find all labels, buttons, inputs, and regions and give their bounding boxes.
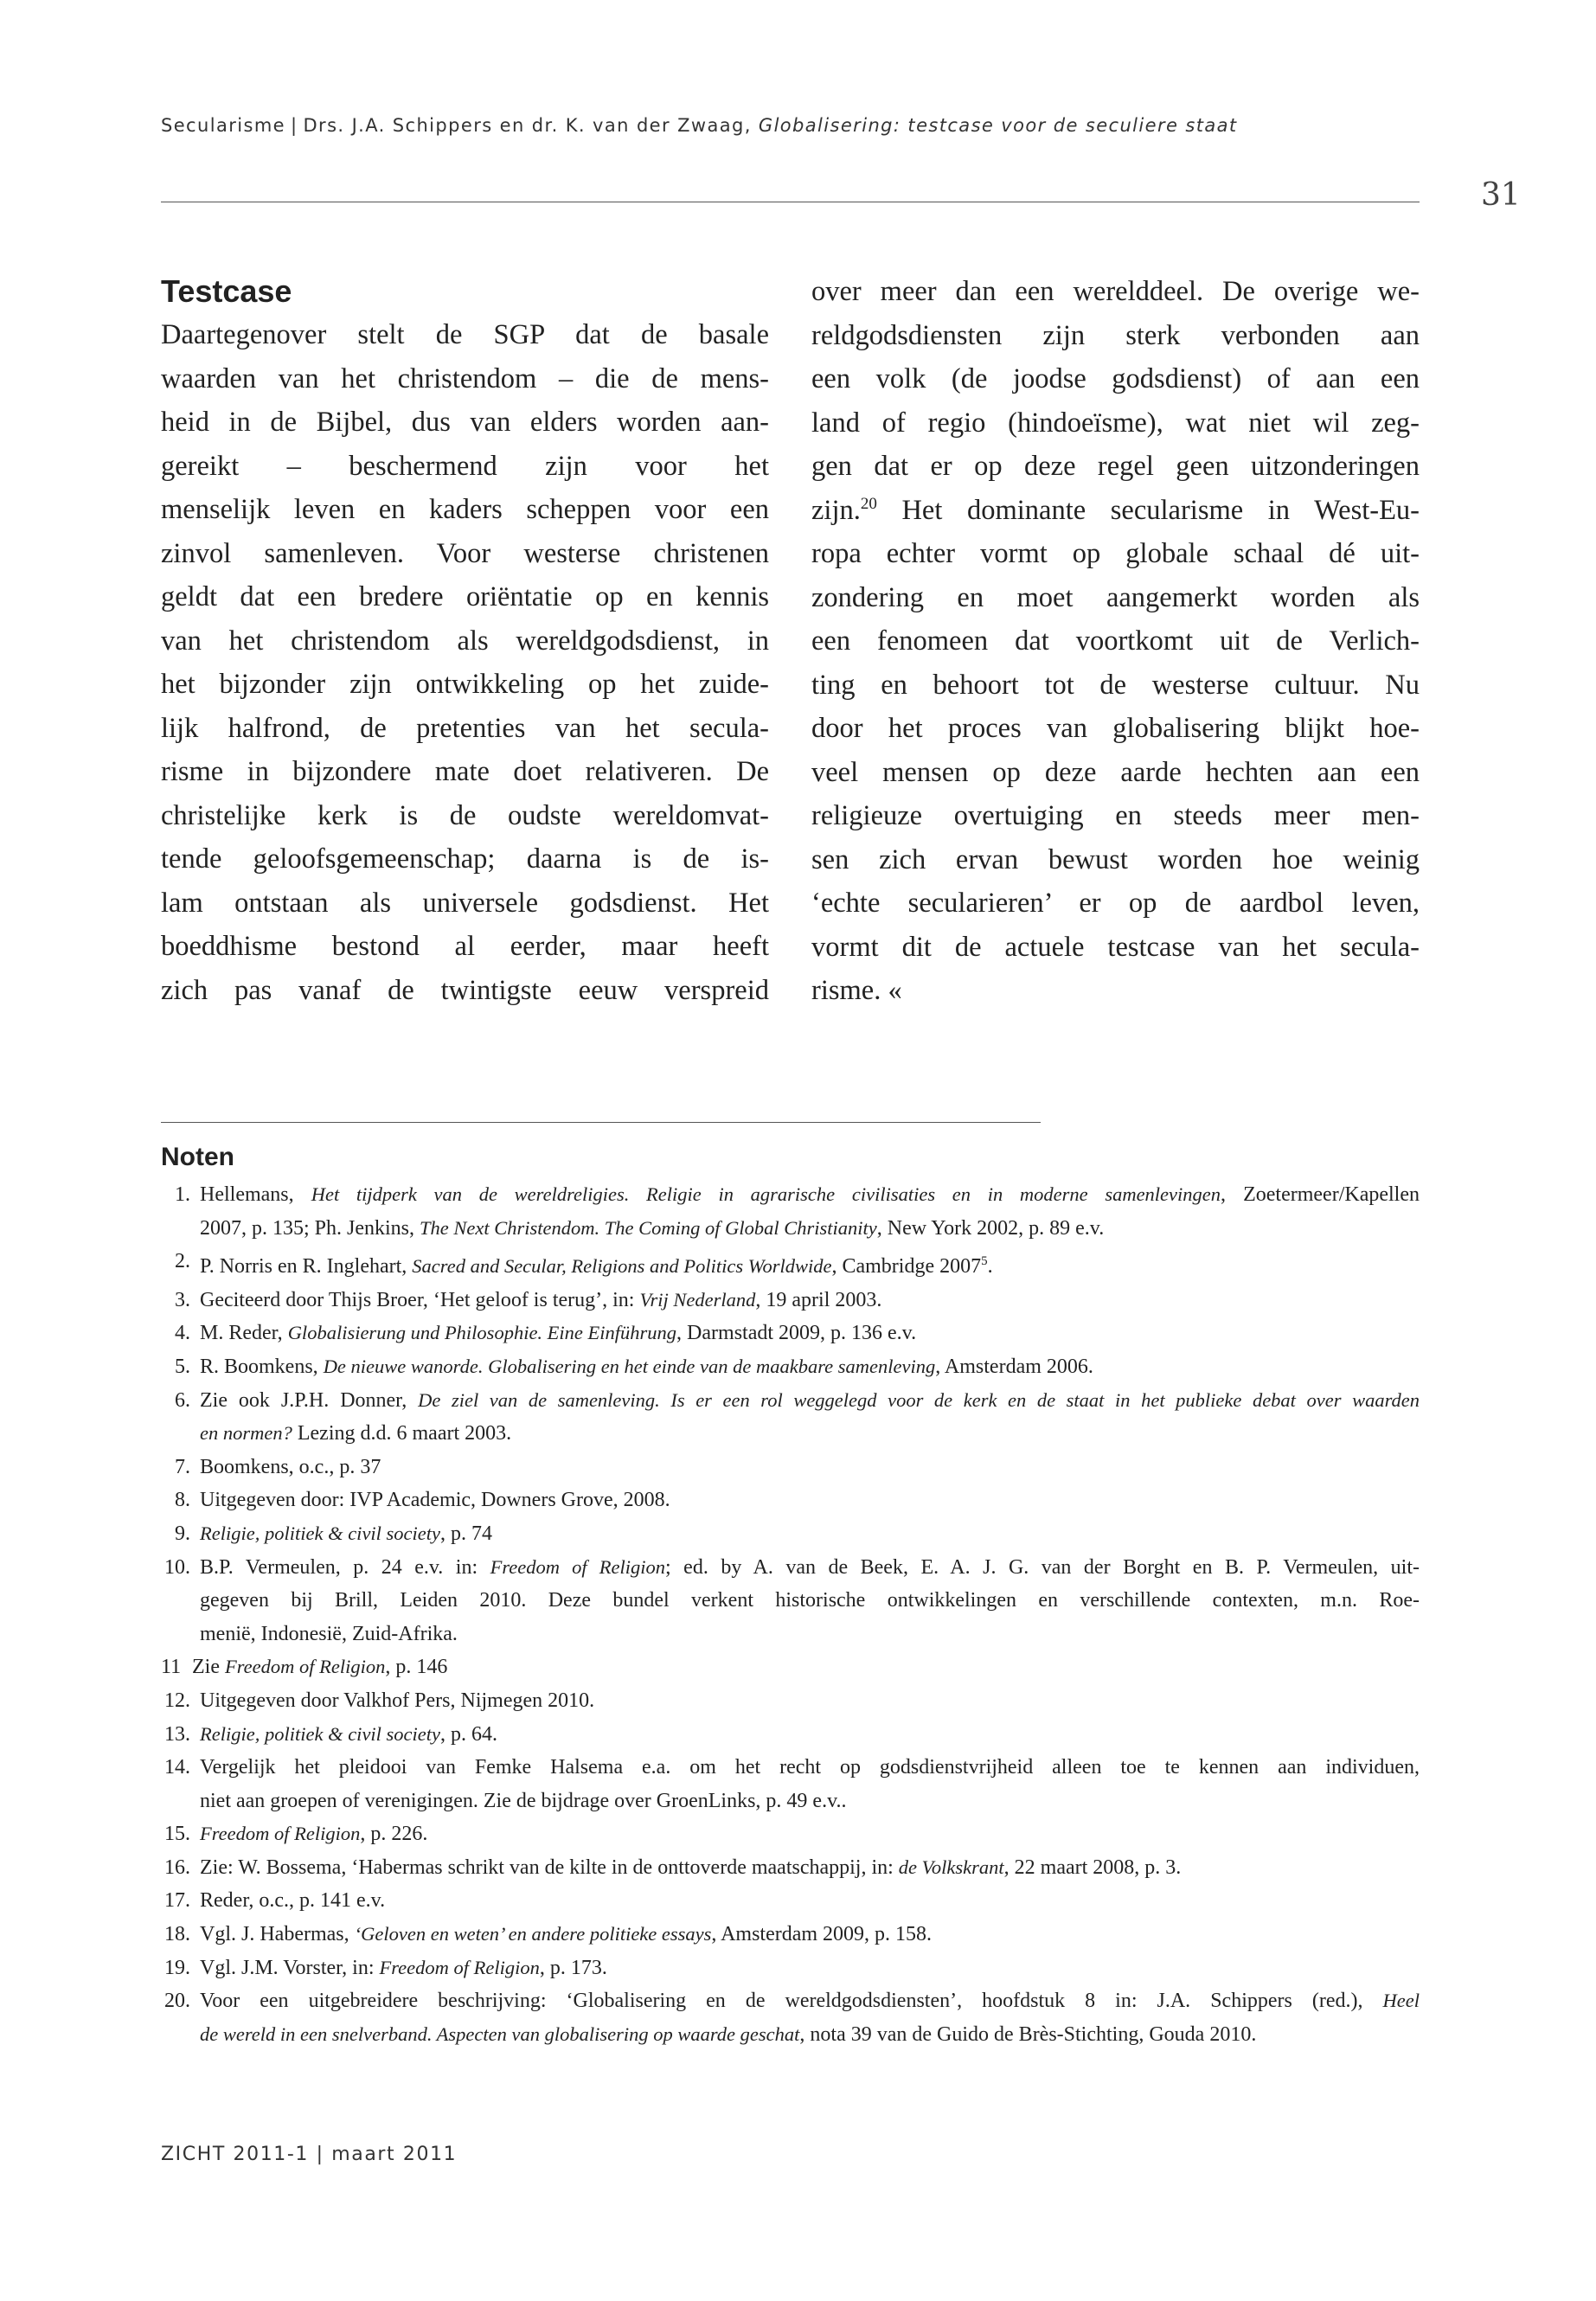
note-text: Geciteerd door Thijs Broer, ‘Het geloof is terug’, in: Vrij Nederland, 19 april 2003. [200, 1288, 882, 1311]
running-head-separator: | [291, 115, 298, 136]
note-number: 4. [175, 1322, 190, 1345]
note-number: 7. [175, 1455, 190, 1478]
body-line: ropa echter vormt op globale schaal dé uit- [811, 538, 1420, 569]
page-number: 31 [1481, 177, 1521, 213]
note-item [161, 1178, 1420, 1245]
note-number: 3. [175, 1288, 190, 1311]
note-text: P. Norris en R. Inglehart, Sacred and Secular, Religions and Politics Worldwide, Cambridge 2007$^5$. [200, 1254, 993, 1279]
body-line: zondering en moet aangemerkt worden als [811, 581, 1420, 613]
note-item [161, 1350, 1420, 1384]
note-number: 18. [164, 1923, 190, 1946]
note-text: Voor een uitgebreidere beschrijving: ‘Globalisering en de wereldgodsdiensten’, hoofdstuk 8 in: J.A. Schippers (red.), Heel de wereld in een snelverband. Aspecten van globalisering op waarde geschat, nota 39 van de Guido de Brès-Stichting, Gouda 2010. [200, 1990, 1420, 2046]
note-text: Uitgegeven door: IVP Academic, Downers Grove, 2008. [200, 1489, 670, 1512]
notes-title: Noten [161, 1143, 234, 1171]
note-item [161, 1718, 1420, 1752]
notes-rule [161, 1122, 1041, 1123]
note-item [161, 1517, 1420, 1551]
body-line: risme. « [811, 975, 902, 1006]
body-line: land of regio (hindoeïsme), wat niet wil zeg- [811, 407, 1420, 439]
body-line: lam ontstaan als universele godsdienst. Het [161, 887, 769, 919]
body-line: reldgodsdiensten zijn sterk verbonden aan [811, 319, 1420, 351]
body-line: veel mensen op deze aarde hechten aan een [811, 756, 1420, 788]
note-item [161, 1284, 1420, 1317]
note-number: 17. [164, 1889, 190, 1913]
note-item [161, 1317, 1420, 1350]
running-head-section: Secularisme [161, 115, 285, 136]
note-number: 15. [164, 1823, 190, 1846]
note-text: M. Reder, Globalisierung und Philosophie. Eine Einführung, Darmstadt 2009, p. 136 e.v. [200, 1322, 917, 1345]
note-text: Zie Freedom of Religion, p. 146 [192, 1656, 448, 1679]
note-item [161, 1551, 1420, 1651]
note-number: 6. [175, 1388, 190, 1412]
note-number: 5. [175, 1355, 190, 1378]
body-line: Daartegenover stelt de SGP dat de basale [161, 319, 769, 350]
note-item [161, 1684, 1420, 1718]
note-number: 16. [164, 1856, 190, 1879]
running-head-article-title: Globalisering: testcase voor de seculiere staat [758, 115, 1238, 136]
body-line: lijk halfrond, de pretenties van het secula- [161, 712, 769, 744]
note-text: Hellemans, Het tijdperk van de wereldreligies. Religie in agrarische civilisaties en in moderne samenlevingen, Zoetermeer/Kapellen 2007, p. 135; Ph. Jenkins, The Next Christendom. The Coming of Global Christianity, New York 2002, p. 89 e.v. [200, 1183, 1420, 1240]
body-line: geldt dat een bredere oriëntatie op en kennis [161, 581, 769, 612]
note-text: Uitgegeven door Valkhof Pers, Nijmegen 2010. [200, 1689, 595, 1712]
note-text: Boomkens, o.c., p. 37 [200, 1455, 381, 1478]
note-text: Freedom of Religion, p. 226. [200, 1823, 428, 1846]
body-line: menselijk leven en kaders scheppen voor een [161, 494, 769, 525]
footer-issue: ZICHT 2011-1 | maart 2011 [161, 2144, 458, 2165]
note-text: Religie, politiek & civil society, p. 64. [200, 1722, 498, 1746]
note-text: Vgl. J. Habermas, ‘Geloven en weten’ en andere politieke essays, Amsterdam 2009, p. 158. [200, 1923, 933, 1946]
body-line: heid in de Bijbel, dus van elders worden aan- [161, 407, 769, 438]
note-item [161, 1851, 1420, 1885]
note-number: 13. [164, 1722, 190, 1746]
section-heading: Testcase [161, 273, 292, 309]
body-line: tende geloofsgemeenschap; daarna is de is- [161, 843, 769, 875]
note-text: B.P. Vermeulen, p. 24 e.v. in: Freedom of Religion; ed. by A. van de Beek, E. A. J. G. van der Borght en B. P. Vermeulen, uit- gegeven bij Brill, Leiden 2010. Deze bundel verkent historische ontwikkelingen en verschillende contexten, m.n. Roe- menië, Indonesië, Zuid-Afrika. [200, 1555, 1420, 1645]
note-number: 9. [175, 1522, 190, 1545]
body-line: een fenomeen dat voortkomt uit de Verlich- [811, 625, 1420, 657]
running-head-authors: Drs. J.A. Schippers en dr. K. van der Zwaag, [303, 115, 752, 136]
body-line: waarden van het christendom – die de mens- [161, 362, 769, 394]
note-item [161, 1451, 1420, 1484]
note-item [161, 1817, 1420, 1851]
body-line: gen dat er op deze regel geen uitzonderingen [811, 451, 1420, 482]
note-text: Reder, o.c., p. 141 e.v. [200, 1889, 386, 1913]
note-number: 8. [175, 1489, 190, 1512]
note-text: R. Boomkens, De nieuwe wanorde. Globalisering en het einde van de maakbare samenleving, Amsterdam 2006. [200, 1355, 1093, 1378]
body-line: door het proces van globalisering blijkt hoe- [811, 713, 1420, 744]
note-number: 14. [164, 1756, 190, 1779]
body-line: ‘echte secularieren’ er op de aardbol leven, [811, 888, 1420, 919]
body-column-left [161, 270, 769, 1012]
note-item [161, 1484, 1420, 1517]
body-line: boeddhisme bestond al eerder, maar heeft [161, 931, 769, 962]
body-line: sen zich ervan bewust worden hoe weinig [811, 843, 1420, 875]
body-line: van het christendom als wereldgodsdienst, in [161, 625, 769, 657]
note-text: Zie ook J.P.H. Donner, De ziel van de samenleving. Is er een rol weggelegd voor de kerk en de staat in het publieke debat over waarden en normen? Lezing d.d. 6 maart 2003. [200, 1388, 1420, 1445]
note-item [161, 1952, 1420, 1985]
note-number: 12. [164, 1689, 190, 1712]
note-item [161, 1245, 1420, 1284]
body-line-segment: zijn. [811, 494, 861, 526]
body-line-segment: Het dominante secularisme in West-Eu- [876, 494, 1420, 526]
note-item [161, 1884, 1420, 1918]
note-text: Religie, politiek & civil society, p. 74 [200, 1522, 493, 1545]
note-number: 20. [164, 1990, 190, 2013]
note-item [161, 1650, 1420, 1684]
body-line: religieuze overtuiging en steeds meer men- [811, 800, 1420, 831]
note-item [161, 1984, 1420, 2051]
note-item [161, 1918, 1420, 1952]
body-line: over meer dan een werelddeel. De overige we- [811, 276, 1420, 307]
note-item [161, 1751, 1420, 1817]
note-number: 19. [164, 1956, 190, 1979]
body-line: ting en behoort tot de westerse cultuur. Nu [811, 669, 1420, 701]
body-line: gereikt – beschermend zijn voor het [161, 450, 769, 482]
note-text: Vgl. J.M. Vorster, in: Freedom of Religion, p. 173. [200, 1956, 607, 1979]
note-text: Vergelijk het pleidooi van Femke Halsema e.a. om het recht op godsdienstvrijheid alleen toe te kennen aan individuen, niet aan groepen of verenigingen. Zie de bijdrage over GroenLinks, p. 49 e.v.. [200, 1756, 1420, 1812]
note-text: Zie: W. Bossema, ‘Habermas schrikt van de kilte in de onttoverde maatschappij, in: de Volkskrant, 22 maart 2008, p. 3. [200, 1856, 1182, 1879]
note-item [161, 1384, 1420, 1451]
body-line-with-footnote-ref [811, 489, 1420, 533]
notes-list [161, 1178, 1420, 2051]
running-head [161, 115, 1458, 136]
body-line: risme in bijzondere mate doet relativeren. De [161, 756, 769, 787]
body-line: zinvol samenleven. Voor westerse christenen [161, 537, 769, 569]
note-number: 2. [175, 1250, 190, 1273]
body-line: vormt dit de actuele testcase van het secula- [811, 931, 1420, 963]
body-line: christelijke kerk is de oudste wereldomvat- [161, 799, 769, 831]
body-line: een volk (de joodse godsdienst) of aan een [811, 363, 1420, 394]
note-number: 10. [164, 1555, 190, 1579]
note-number: 1. [175, 1183, 190, 1206]
body-line: het bijzonder zijn ontwikkeling op het zuide- [161, 669, 769, 700]
body-column-right [811, 270, 1420, 1013]
note-number: 11 [161, 1656, 182, 1679]
body-line: zich pas vanaf de twintigste eeuw verspreid [161, 974, 769, 1006]
footnote-ref-20[interactable]: 20 [860, 494, 877, 513]
